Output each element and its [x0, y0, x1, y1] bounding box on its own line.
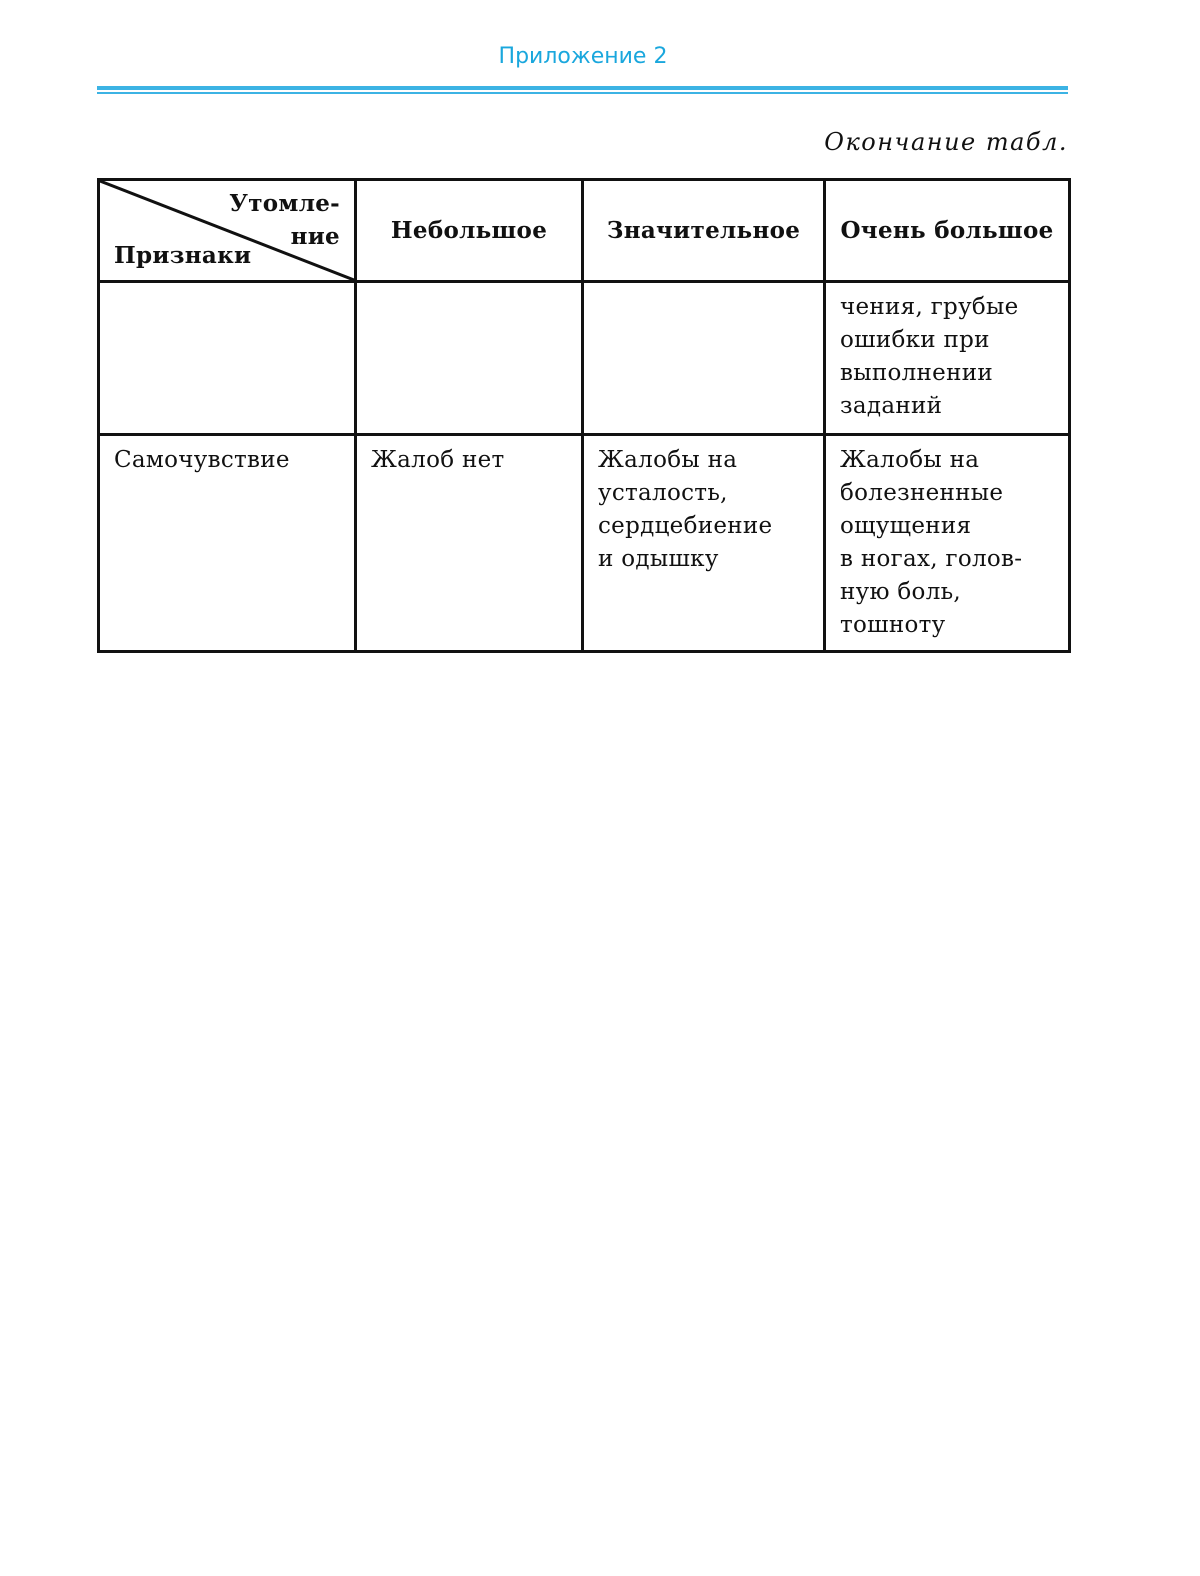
table-cell: Жалобы на болезненные ощущения в ногах, голов- ную боль, тошноту — [825, 435, 1070, 652]
column-header: Небольшое — [356, 180, 583, 282]
corner-label-fatigue: Утомле- ние — [220, 187, 340, 253]
table-cell — [583, 282, 825, 435]
header-rule-thick — [97, 86, 1068, 90]
table-row — [99, 282, 1070, 435]
column-header: Значительное — [583, 180, 825, 282]
table-cell: Жалобы на усталость, сердцебиение и одышку — [583, 435, 825, 652]
header-rule-thin — [97, 92, 1068, 94]
column-header: Очень большое — [825, 180, 1070, 282]
table-cell: чения, грубые ошибки при выполнении заданий — [825, 282, 1070, 435]
table-header-row — [99, 180, 1070, 282]
table-cell: Жалоб нет — [356, 435, 583, 652]
running-title: Приложение 2 — [0, 44, 1166, 69]
row-label: Самочувствие — [99, 435, 356, 652]
row-label — [99, 282, 356, 435]
table-cell — [356, 282, 583, 435]
table-row — [99, 435, 1070, 652]
corner-label-signs: Признаки — [114, 239, 251, 272]
table-caption: Окончание табл. — [824, 128, 1068, 156]
corner-cell — [99, 180, 356, 282]
fatigue-table — [97, 178, 1071, 653]
